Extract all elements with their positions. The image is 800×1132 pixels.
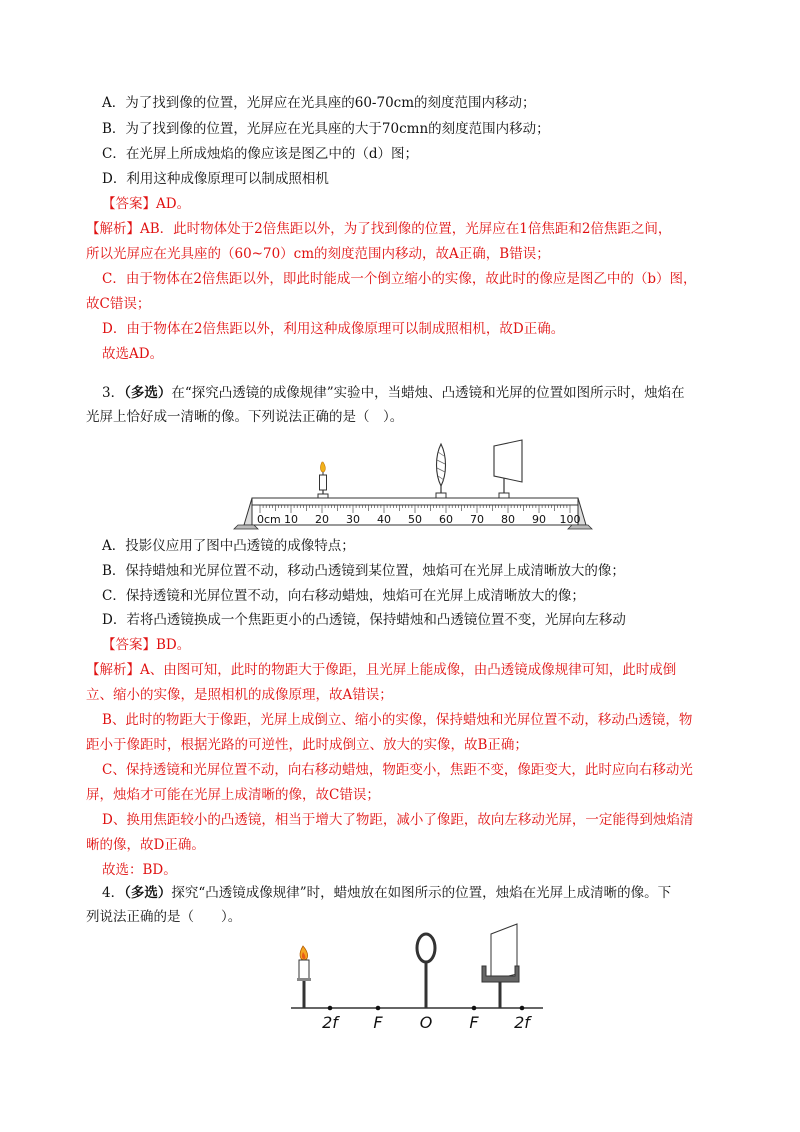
q4-stem-line-1 [102,883,671,903]
q2-analysis-line: 故选AD。 [102,346,164,362]
q3-option-b: B．保持蜡烛和光屏位置不动，移动凸透镜到某位置，烛焰可在光屏上成清晰放大的像； [102,563,625,579]
ruler-tick-label: 50 [408,513,422,526]
q4-number: 4． [102,885,125,901]
lens-diagram-figure [285,930,555,1040]
axis-point-label: 2f [514,1013,530,1032]
axis-point-label: F [373,1013,383,1032]
q3-analysis-line: 屏，烛焰才可能在光屏上成清晰的像，故C错误； [86,787,380,803]
ruler-tick-label: 70 [470,513,484,526]
candle [297,946,311,1008]
ruler-tick-label: 60 [439,513,453,526]
lens-holder [417,934,435,1008]
ruler-tick-label: 10 [284,513,298,526]
q2-option-a: A．为了找到像的位置，光屏应在光具座的60-70cm的刻度范围内移动； [102,95,536,111]
ruler-tick-label: 20 [315,513,329,526]
convex-lens [436,444,446,499]
optical-bench-figure [230,438,600,530]
q3-analysis-line: D、换用焦距较小的凸透镜，相当于增大了物距，减小了像距，故向左移动光屏，一定能得到烛焰清 [102,812,694,828]
candle [318,462,328,499]
q2-option-b: B．为了找到像的位置，光屏应在光具座的大于70cmn的刻度范围内移动； [102,121,550,137]
q3-option-a: A．投影仪应用了图中凸透镜的成像特点； [102,538,355,554]
q3-answer: 【答案】BD。 [102,637,191,653]
q3-analysis-line: B、此时的物距大于像距，光屏上成倒立、缩小的实像，保持蜡烛和光屏位置不动，移动凸透镜，物 [102,712,693,728]
ruler-tick-label: 30 [346,513,360,526]
q3-stem-line-2: 光屏上恰好成一清晰的像。下列说法正确的是（ ）。 [86,409,404,425]
axis-point [376,1006,381,1011]
axis-point-label: O [419,1013,433,1032]
ruler-tick-label: 40 [377,513,391,526]
q3-stem-text: 在“探究凸透镜的成像规律”实验中，当蜡烛、凸透镜和光屏的位置如图所示时，烛焰在 [171,385,685,401]
q4-multi-select-tag: （多选） [124,885,172,901]
light-screen [482,924,519,1008]
axis-point [328,1006,333,1011]
q2-answer: 【答案】AD。 [102,196,191,212]
q2-analysis-line: D．由于物体在2倍焦距以外，利用这种成像原理可以制成照相机，故D正确。 [102,321,565,337]
q3-option-d: D．若将凸透镜换成一个焦距更小的凸透镜，保持蜡烛和凸透镜位置不变，光屏向左移动 [102,612,626,628]
q2-analysis-line: 【解析】AB．此时物体处于2倍焦距以外，为了找到像的位置，光屏应在1倍焦距和2倍焦距之间， [86,221,672,237]
axis-point [520,1006,525,1011]
ruler-tick-label: 80 [501,513,515,526]
ruler-tick-label: 90 [532,513,546,526]
light-screen [494,440,522,499]
q3-analysis-line: 故选：BD。 [102,862,177,878]
axis-point-label: F [469,1013,479,1032]
q3-option-c: C．保持透镜和光屏位置不动，向右移动蜡烛，烛焰可在光屏上成清晰放大的像； [102,588,585,604]
q3-analysis-line: 距小于像距时，根据光路的可逆性，此时成倒立、放大的实像，故B正确； [86,737,528,753]
q3-analysis-line: C、保持透镜和光屏位置不动，向右移动蜡烛，物距变小，焦距不变，像距变大，此时应向右移动光 [102,762,693,778]
q2-analysis-line: C．由于物体在2倍焦距以外，即此时能成一个倒立缩小的实像，故此时的像应是图乙中的（b）图， [102,271,697,287]
ruler-tick-label: 100 [559,513,581,526]
ruler-tick-label: 0cm [257,513,281,526]
q2-option-d: D．利用这种成像原理可以制成照相机 [102,171,329,187]
q2-option-c: C．在光屏上所成烛焰的像应该是图乙中的（d）图； [102,146,418,162]
axis-point-label: 2f [322,1013,338,1032]
q3-analysis-line: 晰的像，故D正确。 [86,837,205,853]
q4-stem-line-2: 列说法正确的是（ ）。 [86,909,242,925]
q4-stem-text: 探究“凸透镜成像规律”时，蜡烛放在如图所示的位置，烛焰在光屏上成清晰的像。下 [171,885,672,901]
q2-analysis-line: 故C错误； [86,296,151,312]
q3-analysis-line: 【解析】A、由图可知，此时的物距大于像距，且光屏上能成像，由凸透镜成像规律可知，此时成倒 [86,662,677,678]
bench-rail [234,498,592,529]
q3-analysis-line: 立、缩小的实像，是照相机的成像原理，故A错误； [86,687,393,703]
q3-number: 3． [102,385,125,401]
q2-analysis-line: 所以光屏应在光具座的（60~70）cm的刻度范围内移动，故A正确，B错误； [86,246,550,262]
axis-point [472,1006,477,1011]
q3-stem-line-1 [102,383,685,403]
q3-multi-select-tag: （多选） [124,385,172,401]
